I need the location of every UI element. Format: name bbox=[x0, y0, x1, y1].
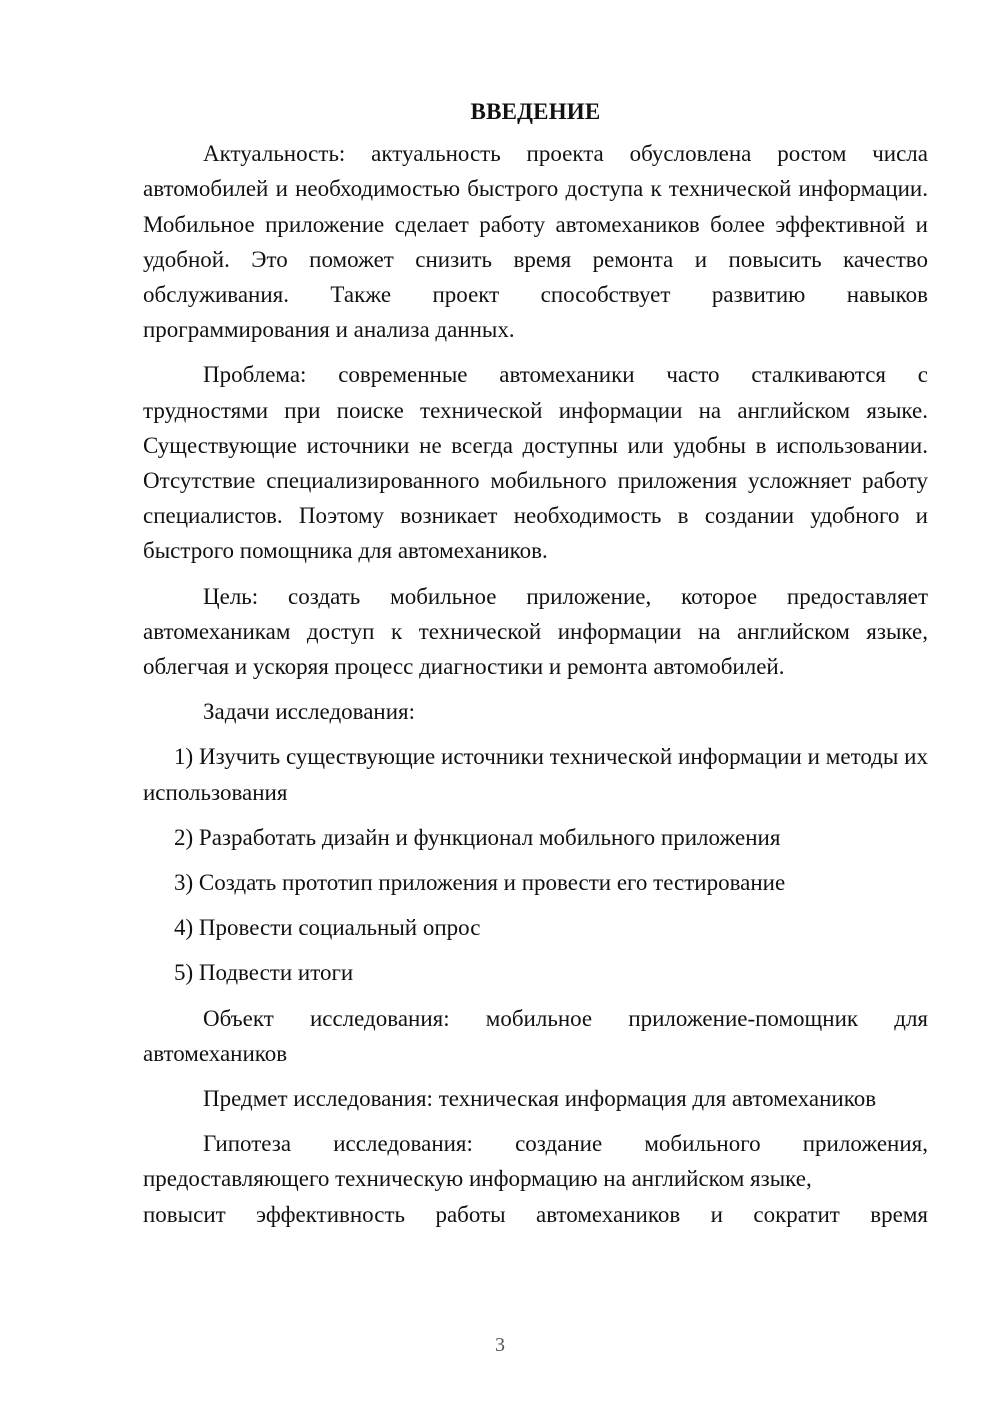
task-item: 3) Создать прототип приложения и провести его тестирование bbox=[174, 870, 786, 896]
research-subject-paragraph: Предмет исследования: техническая информация для автомехаников bbox=[203, 1086, 877, 1112]
goal-paragraph: Цель: создать мобильное приложение, которое предоставляет автомеханикам доступ к технической информации на английском языке, облегчая и ускоряя процесс диагностики и ремонта автомобилей. bbox=[143, 583, 928, 680]
research-object-paragraph: Объект исследования: мобильное приложение-помощник для автомехаников bbox=[143, 1005, 928, 1066]
page-number: 3 bbox=[495, 1334, 505, 1356]
task-item: 4) Провести социальный опрос bbox=[174, 915, 481, 941]
hypothesis-continued-line: повысит эффективность работы автомехаников и сократит время bbox=[143, 1201, 928, 1227]
relevance-paragraph: Актуальность: актуальность проекта обусловлена ростом числа автомобилей и необходимостью быстрого доступа к технической информации. Мобильное приложение сделает работу автомехаников более эффективной и удобной. Это поможет снизить время ремонта и повысить качество обслуживания. Также проект способствует развитию навыков программирования и анализа данных. bbox=[143, 141, 928, 343]
task-item: 1) Изучить существующие источники технической информации и методы их использования bbox=[143, 744, 928, 805]
task-item: 5) Подвести итоги bbox=[174, 960, 354, 986]
page-content bbox=[143, 94, 928, 1232]
problem-paragraph: Проблема: современные автомеханики часто сталкиваются с трудностями при поиске технической информации на английском языке. Существующие источники не всегда доступны или удобны в использовании. Отсутствие специализированного мобильного приложения усложняет работу специалистов. Поэтому возникает необходимость в создании удобного и быстрого помощника для автомехаников. bbox=[143, 362, 928, 564]
task-list bbox=[143, 739, 928, 990]
hypothesis-paragraph: Гипотеза исследования: создание мобильного приложения, предоставляющего техническую информацию на английском языке, bbox=[143, 1131, 928, 1192]
tasks-heading: Задачи исследования: bbox=[203, 699, 416, 725]
task-item: 2) Разработать дизайн и функционал мобильного приложения bbox=[174, 824, 781, 850]
page-heading: ВВЕДЕНИЕ bbox=[470, 99, 601, 124]
